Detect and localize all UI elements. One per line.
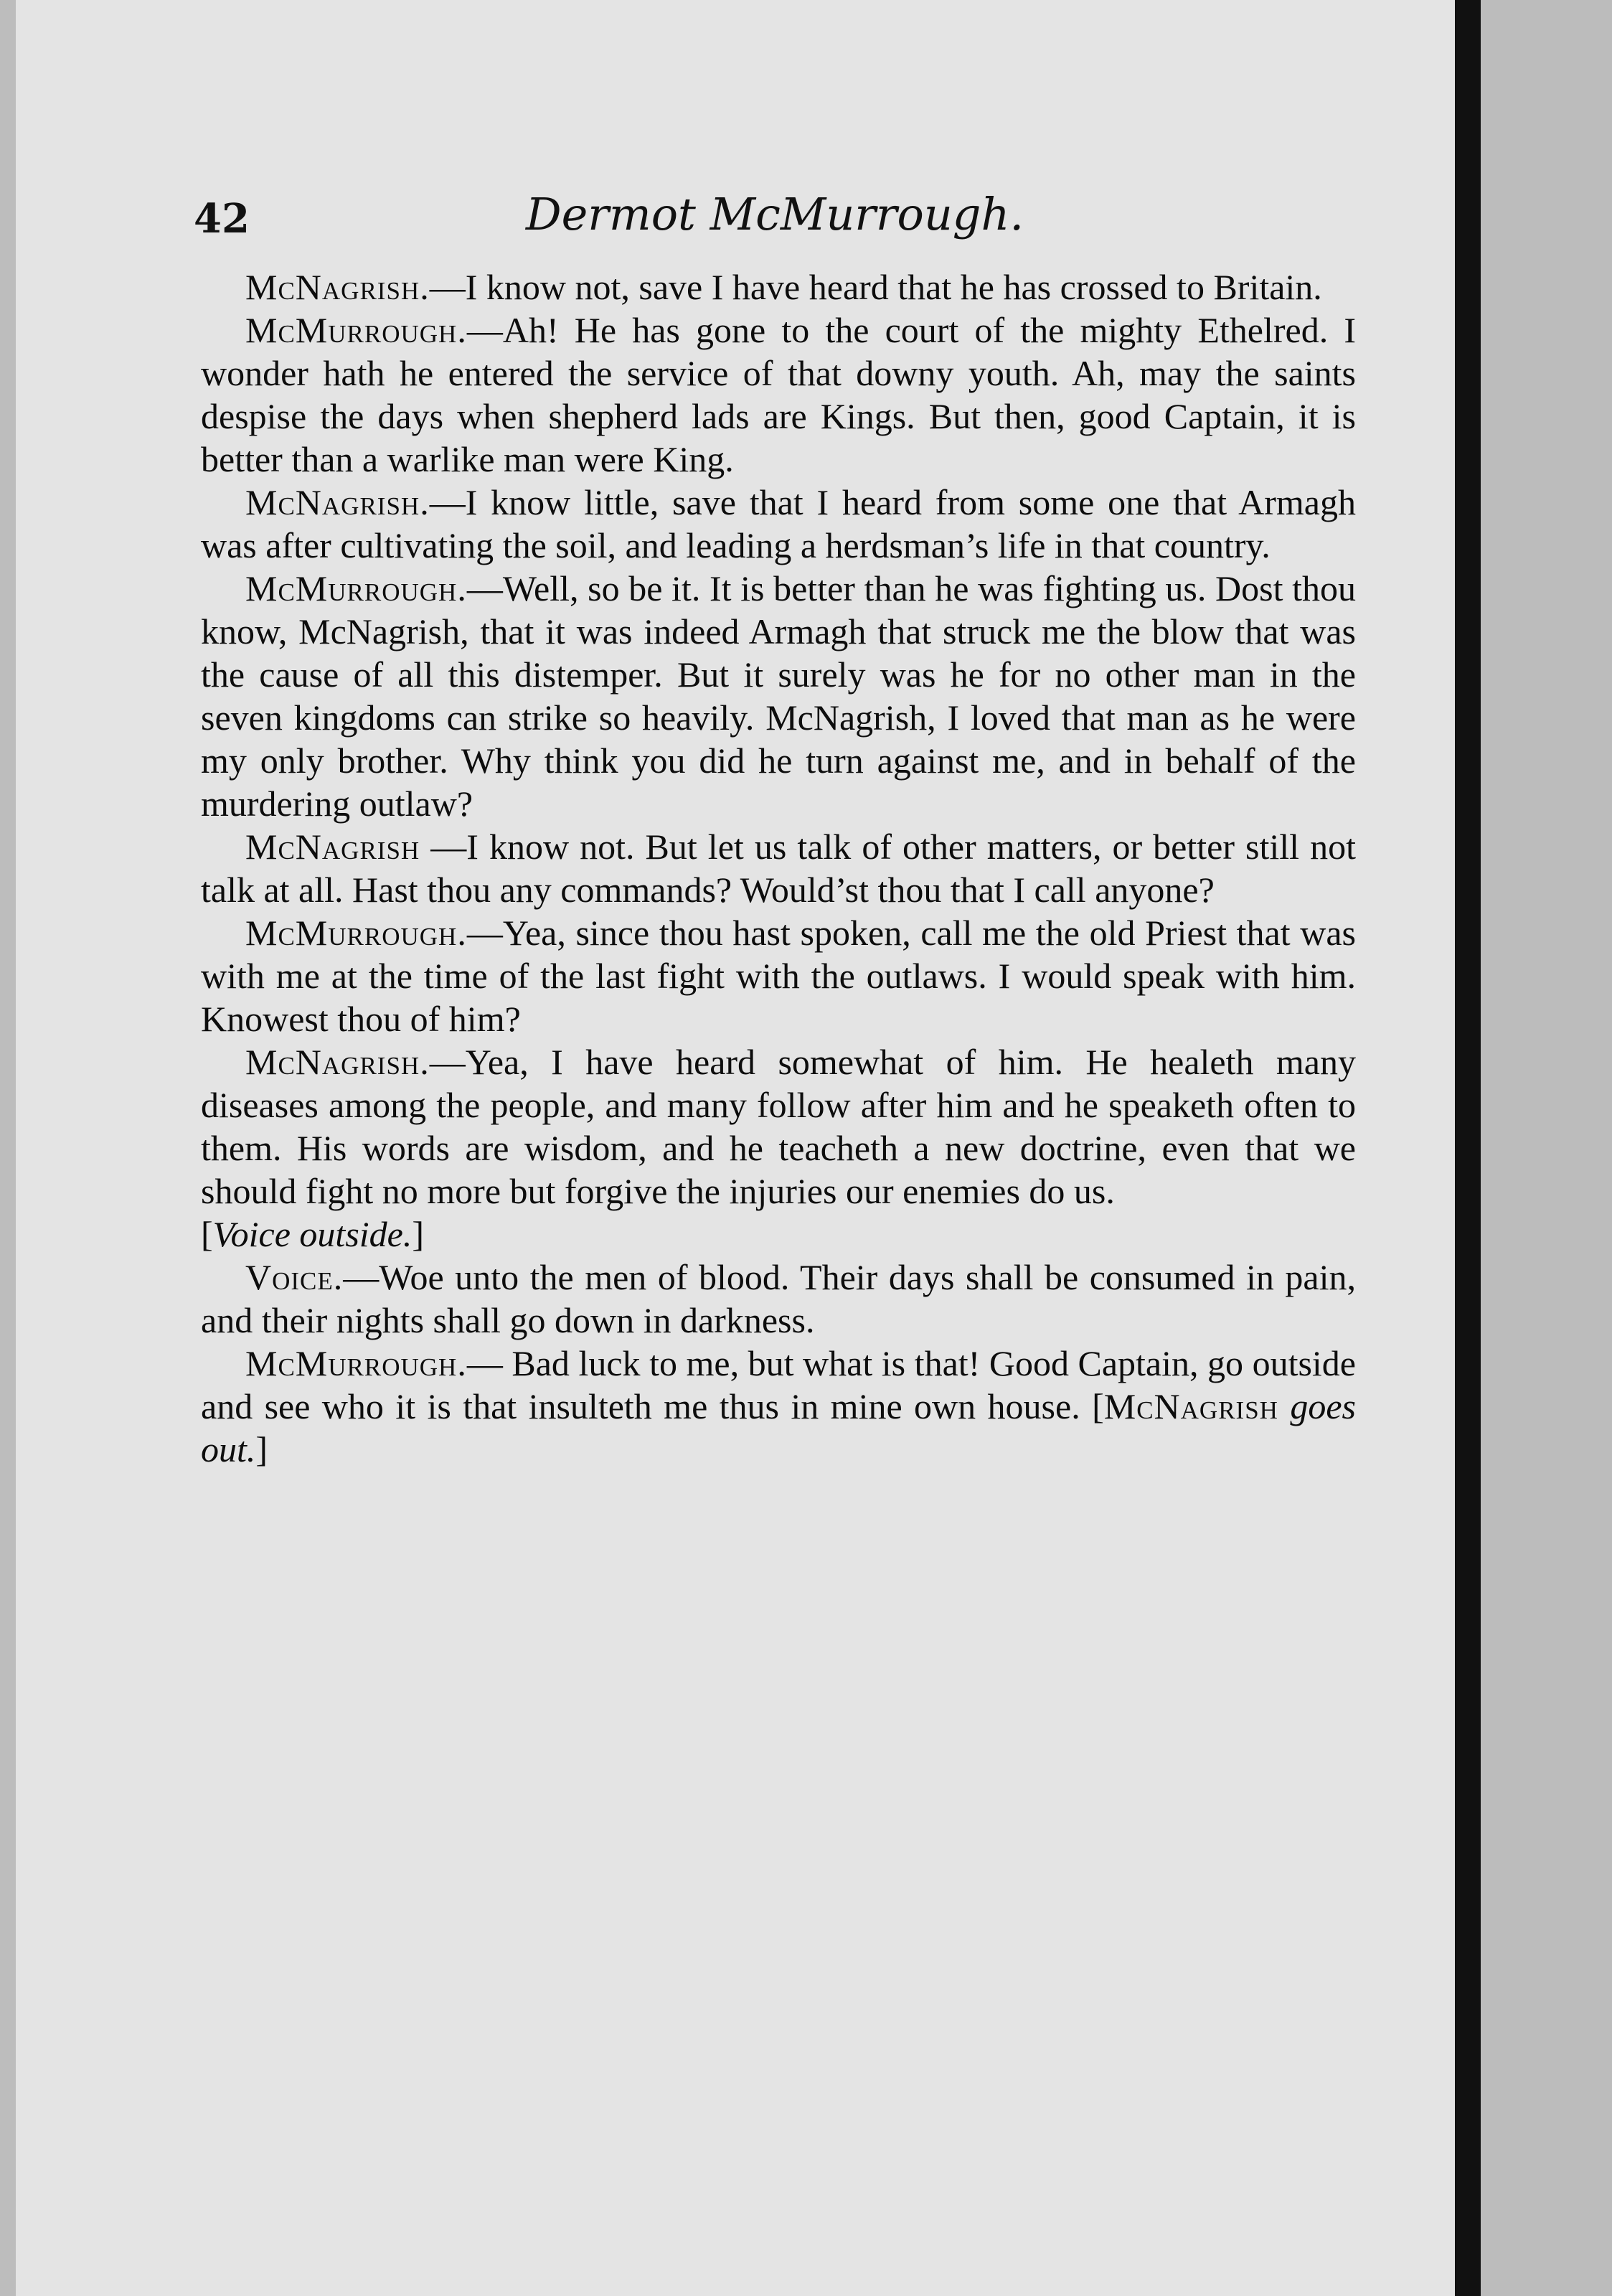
dialogue-text: Well, so be it. It is better than he was fighting us. Dost thou know, McNagrish, that it was indeed Armagh that struck me the blow that was the cause of all this distemper. But it surely was he for no other man in the seven kingdoms can strike so heavily. McNagrish, I loved that man as he were my only brother. Why think you did he turn against me, and in behalf of the murdering outlaw? [201, 568, 1356, 824]
speaker-dash: — [429, 1042, 466, 1082]
stage-direction-name: McNagrish [1103, 1386, 1278, 1426]
dialogue-paragraph [201, 265, 1356, 309]
speaker-name: McMurrough. [245, 310, 467, 350]
speaker-dash: — [343, 1257, 380, 1297]
dialogue-text: Woe unto the men of blood. Their days shall be consumed in pain, and their nights shall go down in darkness. [201, 1257, 1356, 1340]
speaker-dash: — [429, 482, 466, 522]
dialogue-text: Ah! He has gone to the court of the mighty Ethelred. I wonder hath he entered the service of that downy youth. Ah, may the saints despise the days when shepherd lads are Kings. But then, good Captain, it is better than a warlike man were King. [201, 310, 1356, 479]
running-head: Dermot McMurrough. [525, 188, 1024, 240]
speaker-name: McMurrough. [245, 1343, 467, 1383]
dialogue-text: I know little, save that I heard from some one that Armagh was after cultivating the soil, and leading a herdsman’s life in that country. [201, 482, 1356, 565]
dialogue-paragraph [201, 1256, 1356, 1342]
speaker-dash: — [466, 568, 503, 608]
dialogue-paragraph [201, 825, 1356, 911]
binding-gutter [1455, 0, 1481, 2296]
dialogue-text: Bad luck to me, but what is that! Good Captain, go outside and see who it is that insulteth me thus in mine own house. [201, 1343, 1356, 1426]
dialogue-paragraph [201, 1040, 1356, 1213]
dialogue-paragraph [201, 309, 1356, 481]
dialogue-text: Yea, since thou hast spoken, call me the old Priest that was with me at the time of the last fight with the outlaws. I would speak with him. Knowest thou of him? [201, 913, 1356, 1039]
speaker-name: McNagrish. [245, 482, 430, 522]
dialogue-paragraph [201, 1342, 1356, 1471]
page-header [194, 181, 1356, 245]
page-number: 42 [194, 195, 250, 243]
dialogue-paragraph [201, 481, 1356, 567]
speaker-name: McMurrough. [245, 568, 467, 608]
speaker-dash: — [466, 913, 503, 953]
dialogue-text: I know not, save I have heard that he has crossed to Britain. [465, 267, 1322, 307]
bracket-close: ] [255, 1429, 268, 1469]
speaker-dash: — [429, 267, 466, 307]
page-left-edge [0, 0, 16, 2296]
dialogue-paragraph [201, 911, 1356, 1040]
dialogue-text: Yea, I have heard somewhat of him. He healeth many diseases among the people, and many follow after him and he speaketh often to them. His words are wisdom, and he teacheth a new doctrine, even that we should fight no more but forgive the injuries our enemies do us. [201, 1042, 1356, 1211]
speaker-dash: — [466, 1343, 512, 1383]
speaker-name: McNagrish. [245, 1042, 430, 1082]
stage-direction-text: goes out. [201, 1386, 1357, 1469]
speaker-name: McMurrough. [245, 913, 467, 953]
speaker-name: McNagrish [245, 827, 420, 867]
bracket-open: [ [201, 1214, 213, 1254]
dialogue-text: I know not. But let us talk of other matters, or better still not talk at all. Hast thou any commands? Would’st thou that I call anyone? [201, 827, 1356, 910]
speaker-dash: — [466, 310, 503, 350]
dialogue-paragraph [201, 567, 1356, 825]
stage-direction-text: Voice outside. [212, 1214, 413, 1254]
speaker-name: McNagrish. [245, 267, 430, 307]
speaker-name: Voice. [245, 1257, 344, 1297]
bracket-open: [ [1092, 1386, 1104, 1426]
bracket-close: ] [412, 1214, 425, 1254]
body-text [201, 265, 1356, 1471]
facing-page-edge [1481, 0, 1612, 2296]
speaker-dash: — [420, 827, 467, 867]
stage-direction [201, 1213, 1356, 1256]
